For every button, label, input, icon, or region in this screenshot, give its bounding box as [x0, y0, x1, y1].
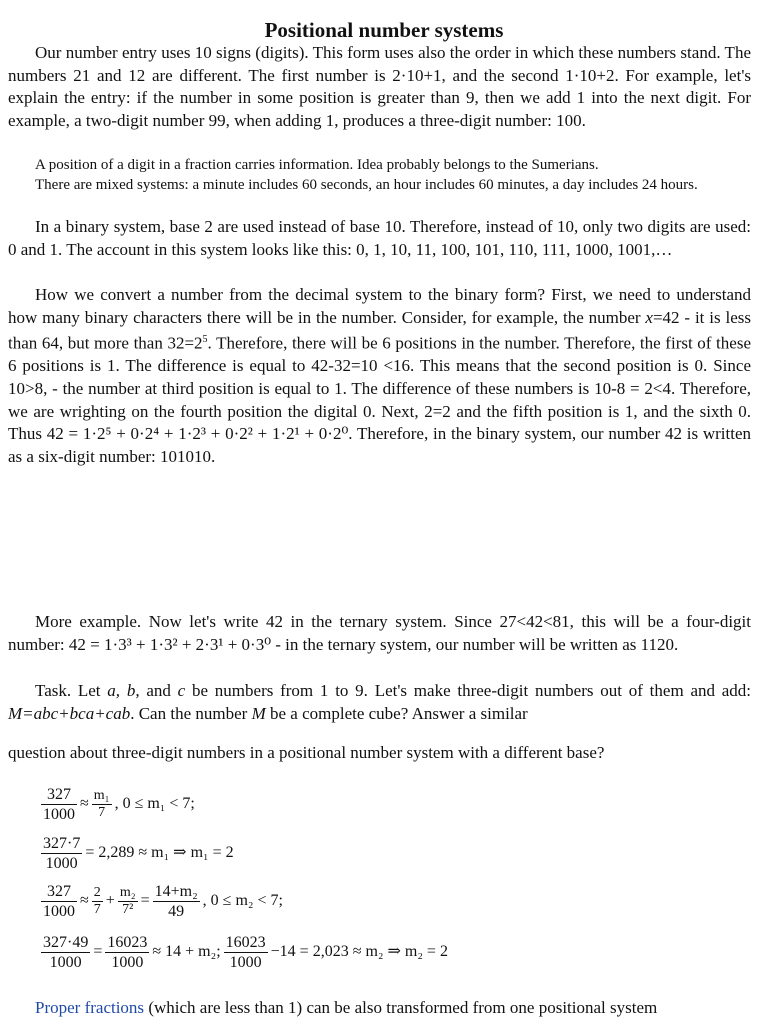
fraction-2-7: $\frac{2}{7}$ [93, 885, 101, 917]
page-title: Positional number systems [264, 18, 504, 42]
binary-expansion-equation: 42 = 1·2⁵ + 0·2⁴ + 1·2³ + 0·2² + 1·2¹ + 0·2⁰ [46, 424, 349, 444]
task-vars-ab: a, b, [107, 681, 140, 700]
conversion-text-a: How we convert a number from the decimal system to the binary form? First, we need to understand how many binary characters there will be in the number. Consider, for example, the number [8, 285, 751, 327]
task-text-c: . Can the number [130, 703, 252, 723]
mixed-systems-note: There are mixed systems: a minute includes 60 seconds, an hour includes 60 minutes, a day includes 24 hours. [35, 177, 698, 193]
binary-paragraph: In a binary system, base 2 are used instead of base 10. Therefore, instead of 10, only two digits are used: 0 and 1. The account in this system looks like this: 0, 1, 10, 11, 100, 101, 110, 111, 1000, 1001,… [8, 217, 751, 259]
fraction-32749-1000: $\frac{327\cdot 49}{1000}$ [43, 934, 89, 971]
task-sum-equation: M=abc+bca+cab [8, 703, 131, 723]
ternary-text-b: - in the ternary system, our number will be written as 1120. [271, 634, 679, 654]
task-paragraph [8, 680, 751, 725]
fraction-3277-1000: $\frac{327\cdot 7}{1000}$ [43, 835, 81, 872]
equation-4: $\frac{327\cdot 49}{1000}$ = $\frac{16023}{1000}$ ≈ 14 + m₂; $\frac{16023}{1000}$ −14 = 2,023 ≈ m₂ ⇒ m₂ = 2 [43, 934, 448, 971]
variable-x: x [645, 307, 653, 327]
conversion-text-d: . Therefore, in the binary system, our number 42 is written as a six-digit number: 101010. [8, 424, 752, 466]
equation-4-tail: −14 = 2,023 ≈ m₂ ⇒ m₂ = 2 [270, 943, 448, 961]
conversion-text-c: . Therefore, there will be 6 positions in the number. Therefore, the first of these 6 positions is 1. The difference is equal to 42-32=10 <16. This means that the second position is 0. Since 10>8, - the number at third position is equal to 1. The difference of these numbers is 10-8 = 2<4. Therefore, we are wrighting on the fourth position the digital 0. Next, 2=2 and the fifth position is 1, and the sixth 0. Thus [8, 333, 751, 444]
task-text-d: be a complete cube? Answer a similar [265, 703, 528, 723]
ternary-expansion-equation: 42 = 1·3³ + 1·3² + 2·3¹ + 0·3⁰ [68, 634, 272, 654]
task-var-c: c [177, 681, 186, 700]
task-text-b: be numbers from 1 to 9. Let's make three-digit numbers out of them and add: [185, 681, 752, 700]
task-question-line: question about three-digit numbers in a positional number system with a different base? [8, 743, 605, 762]
intro-paragraph: Our number entry uses 10 signs (digits). This form uses also the order in which these numbers stand. The numbers 21 and 12 are different. The first number is 2·10+1, and the second 1·10+2. For example, let's explain the entry: if the number in some position is greater than 9, then we add 1 into the next digit. For example, a two-digit number 99, when adding 1, produces a three-digit number: 100. [8, 43, 751, 130]
power-five: 5 [202, 334, 208, 346]
fraction-14m2-49: $\frac{\text{14+m₂}}{49}$ [154, 883, 198, 920]
ternary-text-a: More example. Now let's write 42 in the ternary system. Since 27<42<81, this will be a four-digit number: [8, 612, 751, 654]
equation-3: $\frac{327}{1000}$ ≈ $\frac{2}{7}$ + $\frac{\text{m₂}}{\text{7²}}$ = $\frac{\text{14+m₂}}{49}$ , 0 ≤ m₂ < 7; [43, 883, 283, 920]
fraction-m2-49: $\frac{\text{m₂}}{\text{7²}}$ [119, 885, 136, 917]
fraction-16023-1000-b: $\frac{16023}{1000}$ [225, 934, 266, 971]
task-and: and [139, 681, 178, 700]
proper-fractions-text: (which are less than 1) can be also transformed from one positional system [144, 998, 658, 1017]
equation-2-tail: = 2,289 ≈ m₁ ⇒ m₁ = 2 [85, 844, 234, 862]
conversion-text-b: =42 - it is less than 64, but more than 32=2 [8, 307, 751, 353]
fraction-16023-1000: $\frac{16023}{1000}$ [107, 934, 148, 971]
fraction-m1-7: $\frac{\text{m₁}}{7}$ [93, 788, 110, 820]
fraction-327-1000: $\frac{327}{1000}$ [43, 786, 75, 823]
equation-4-mid: ≈ 14 + m₂; [152, 943, 221, 961]
ternary-paragraph [8, 611, 751, 656]
proper-fractions-link[interactable]: Proper fractions [35, 998, 145, 1017]
sumerians-note: A position of a digit in a fraction carries information. Idea probably belongs to the Sumerians. [35, 157, 599, 173]
proper-fractions-paragraph [8, 997, 751, 1020]
fraction-327-1000-b: $\frac{327}{1000}$ [43, 883, 75, 920]
equation-1: $\frac{327}{1000}$ ≈ $\frac{\text{m₁}}{7}$ , 0 ≤ m₁ < 7; [43, 786, 195, 823]
conversion-paragraph [8, 284, 751, 468]
equation-3-tail: , 0 ≤ m₂ < 7; [202, 892, 283, 910]
equation-1-tail: , 0 ≤ m₁ < 7; [114, 795, 195, 813]
task-text-a: Task. Let [35, 681, 108, 700]
task-var-m: M [251, 703, 266, 723]
equation-2 [38, 834, 234, 873]
